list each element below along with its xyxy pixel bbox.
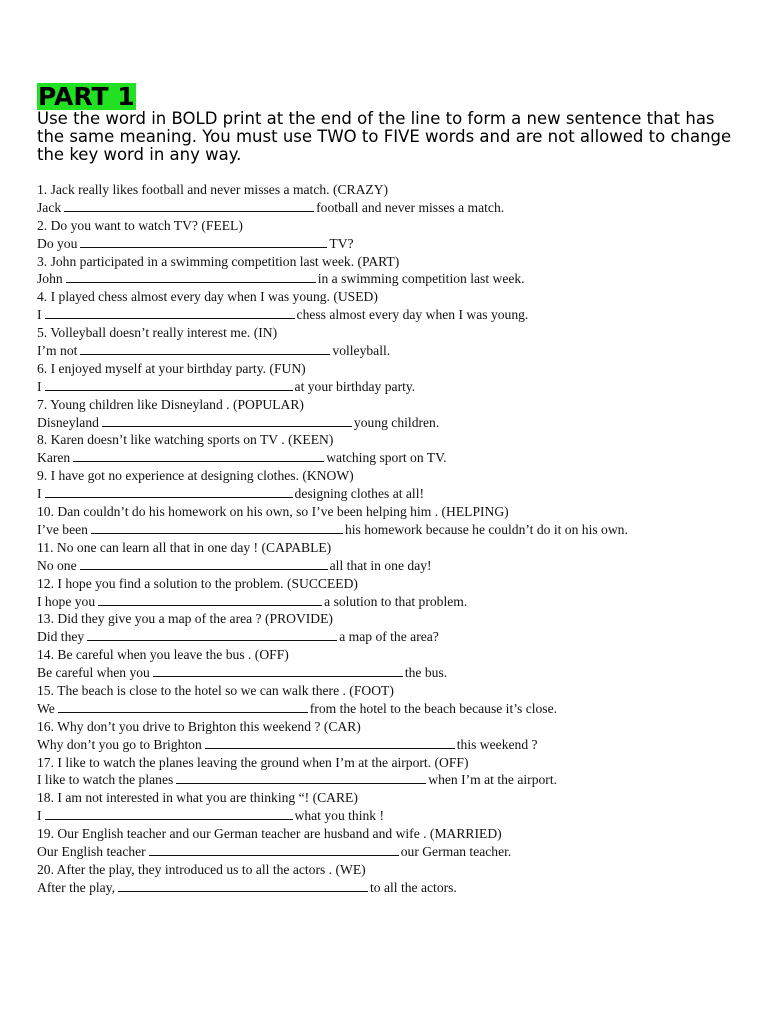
answer-tail-text: when I’m at the airport. (428, 772, 557, 788)
answer-line (37, 449, 737, 467)
answer-line (37, 771, 737, 789)
answer-blank[interactable] (58, 701, 308, 713)
answer-line (37, 807, 737, 825)
answer-line (37, 485, 737, 503)
answer-line (37, 628, 737, 646)
answer-tail-text: our German teacher. (400, 843, 512, 859)
answer-blank[interactable] (205, 737, 455, 749)
answer-lead-text: Karen (37, 450, 71, 466)
answer-line (37, 557, 737, 575)
answer-blank[interactable] (118, 880, 368, 892)
answer-lead-text: Disneyland (37, 414, 99, 430)
question-line: 6. I enjoyed myself at your birthday party. (FUN) (37, 360, 306, 376)
answer-blank[interactable] (149, 844, 399, 856)
answer-lead-text: Do you (37, 235, 78, 251)
answer-lead-text: Did they (37, 629, 85, 645)
question-line: 11. No one can learn all that in one day ! (CAPABLE) (37, 539, 332, 555)
answer-line (37, 235, 737, 253)
answer-line (37, 879, 737, 897)
answer-tail-text: TV? (329, 235, 354, 251)
answer-tail-text: a map of the area? (339, 629, 439, 645)
answer-lead-text: After the play, (37, 879, 116, 895)
answer-line (37, 521, 737, 539)
answer-line (37, 664, 737, 682)
question-line: 20. After the play, they introduced us to all the actors . (WE) (37, 861, 366, 877)
question-line: 10. Dan couldn’t do his homework on his own, so I’ve been helping him . (HELPING) (37, 504, 509, 520)
answer-lead-text: I (37, 808, 42, 824)
answer-tail-text: watching sport on TV. (326, 450, 447, 466)
answer-tail-text: young children. (353, 414, 440, 430)
answer-blank[interactable] (102, 415, 352, 427)
answer-blank[interactable] (87, 629, 337, 641)
instructions-paragraph: Use the word in BOLD print at the end of the line to form a new sentence that has the same meaning. You must use TWO to FIVE words and are not allowed to change the key word in any way. (37, 109, 732, 164)
worksheet-page (37, 83, 737, 897)
answer-tail-text: volleyball. (332, 343, 391, 359)
exercise-list (37, 181, 737, 897)
question-line: 4. I played chess almost every day when I was young. (USED) (37, 289, 378, 305)
answer-tail-text: his homework because he couldn’t do it on his own. (344, 521, 628, 537)
answer-blank[interactable] (64, 200, 314, 212)
answer-blank[interactable] (80, 343, 330, 355)
question-line: 12. I hope you find a solution to the problem. (SUCCEED) (37, 575, 358, 591)
answer-lead-text: Jack (37, 199, 62, 215)
question-line: 3. John participated in a swimming competition last week. (PART) (37, 253, 400, 269)
answer-tail-text: a solution to that problem. (324, 593, 468, 609)
answer-blank[interactable] (45, 808, 293, 820)
answer-blank[interactable] (73, 450, 324, 462)
question-line: 9. I have got no experience at designing clothes. (KNOW) (37, 468, 354, 484)
answer-tail-text: in a swimming competition last week. (317, 271, 525, 287)
answer-lead-text: I (37, 486, 42, 502)
answer-blank[interactable] (45, 307, 295, 319)
question-line: 8. Karen doesn’t like watching sports on TV . (KEEN) (37, 432, 334, 448)
answer-tail-text: the bus. (404, 665, 448, 681)
answer-blank[interactable] (153, 665, 403, 677)
answer-line (37, 342, 737, 360)
answer-lead-text: I’ve been (37, 521, 88, 537)
question-line: 1. Jack really likes football and never misses a match. (CRAZY) (37, 182, 389, 197)
answer-lead-text: Why don’t you go to Brighton (37, 736, 202, 752)
answer-line (37, 378, 737, 396)
answer-lead-text: I (37, 307, 42, 323)
answer-lead-text: Our English teacher (37, 843, 146, 859)
question-line: 17. I like to watch the planes leaving the ground when I’m at the airport. (OFF) (37, 754, 469, 770)
answer-tail-text: to all the actors. (370, 879, 457, 895)
answer-lead-text: I like to watch the planes (37, 772, 174, 788)
answer-lead-text: Be careful when you (37, 665, 150, 681)
question-line: 2. Do you want to watch TV? (FEEL) (37, 217, 243, 233)
question-line: 13. Did they give you a map of the area ? (PROVIDE) (37, 611, 333, 627)
answer-line (37, 306, 737, 324)
answer-tail-text: at your birthday party. (294, 378, 416, 394)
answer-blank[interactable] (80, 236, 327, 248)
part-heading: PART 1 (38, 82, 135, 111)
answer-lead-text: We (37, 700, 55, 716)
answer-tail-text: what you think ! (294, 808, 385, 824)
answer-tail-text: from the hotel to the beach because it’s close. (309, 700, 558, 716)
answer-blank[interactable] (45, 379, 293, 391)
answer-line (37, 414, 737, 432)
answer-lead-text: I (37, 378, 42, 394)
answer-lead-text: John (37, 271, 63, 287)
answer-tail-text: this weekend ? (456, 736, 538, 752)
answer-lead-text: No one (37, 557, 77, 573)
answer-blank[interactable] (98, 594, 322, 606)
question-line: 7. Young children like Disneyland . (POPULAR) (37, 396, 304, 412)
answer-tail-text: football and never misses a match. (316, 199, 505, 215)
answer-line (37, 736, 737, 754)
answer-blank[interactable] (45, 486, 293, 498)
answer-blank[interactable] (80, 558, 328, 570)
answer-blank[interactable] (66, 271, 316, 283)
answer-blank[interactable] (176, 772, 426, 784)
answer-tail-text: all that in one day! (329, 557, 432, 573)
answer-line (37, 199, 737, 217)
question-line: 14. Be careful when you leave the bus . (OFF) (37, 647, 289, 663)
answer-tail-text: chess almost every day when I was young. (296, 307, 529, 323)
answer-line (37, 593, 737, 611)
question-line: 15. The beach is close to the hotel so we can walk there . (FOOT) (37, 682, 394, 698)
question-line: 18. I am not interested in what you are thinking “! (CARE) (37, 790, 358, 806)
answer-line (37, 700, 737, 718)
answer-line (37, 843, 737, 861)
answer-blank[interactable] (91, 522, 343, 534)
answer-lead-text: I hope you (37, 593, 96, 609)
question-line: 5. Volleyball doesn’t really interest me. (IN) (37, 325, 278, 341)
answer-tail-text: designing clothes at all! (294, 486, 425, 502)
question-line: 16. Why don’t you drive to Brighton this weekend ? (CAR) (37, 718, 361, 734)
answer-lead-text: I’m not (37, 343, 78, 359)
answer-line (37, 270, 737, 288)
question-line: 19. Our English teacher and our German teacher are husband and wife . (MARRIED) (37, 826, 502, 842)
